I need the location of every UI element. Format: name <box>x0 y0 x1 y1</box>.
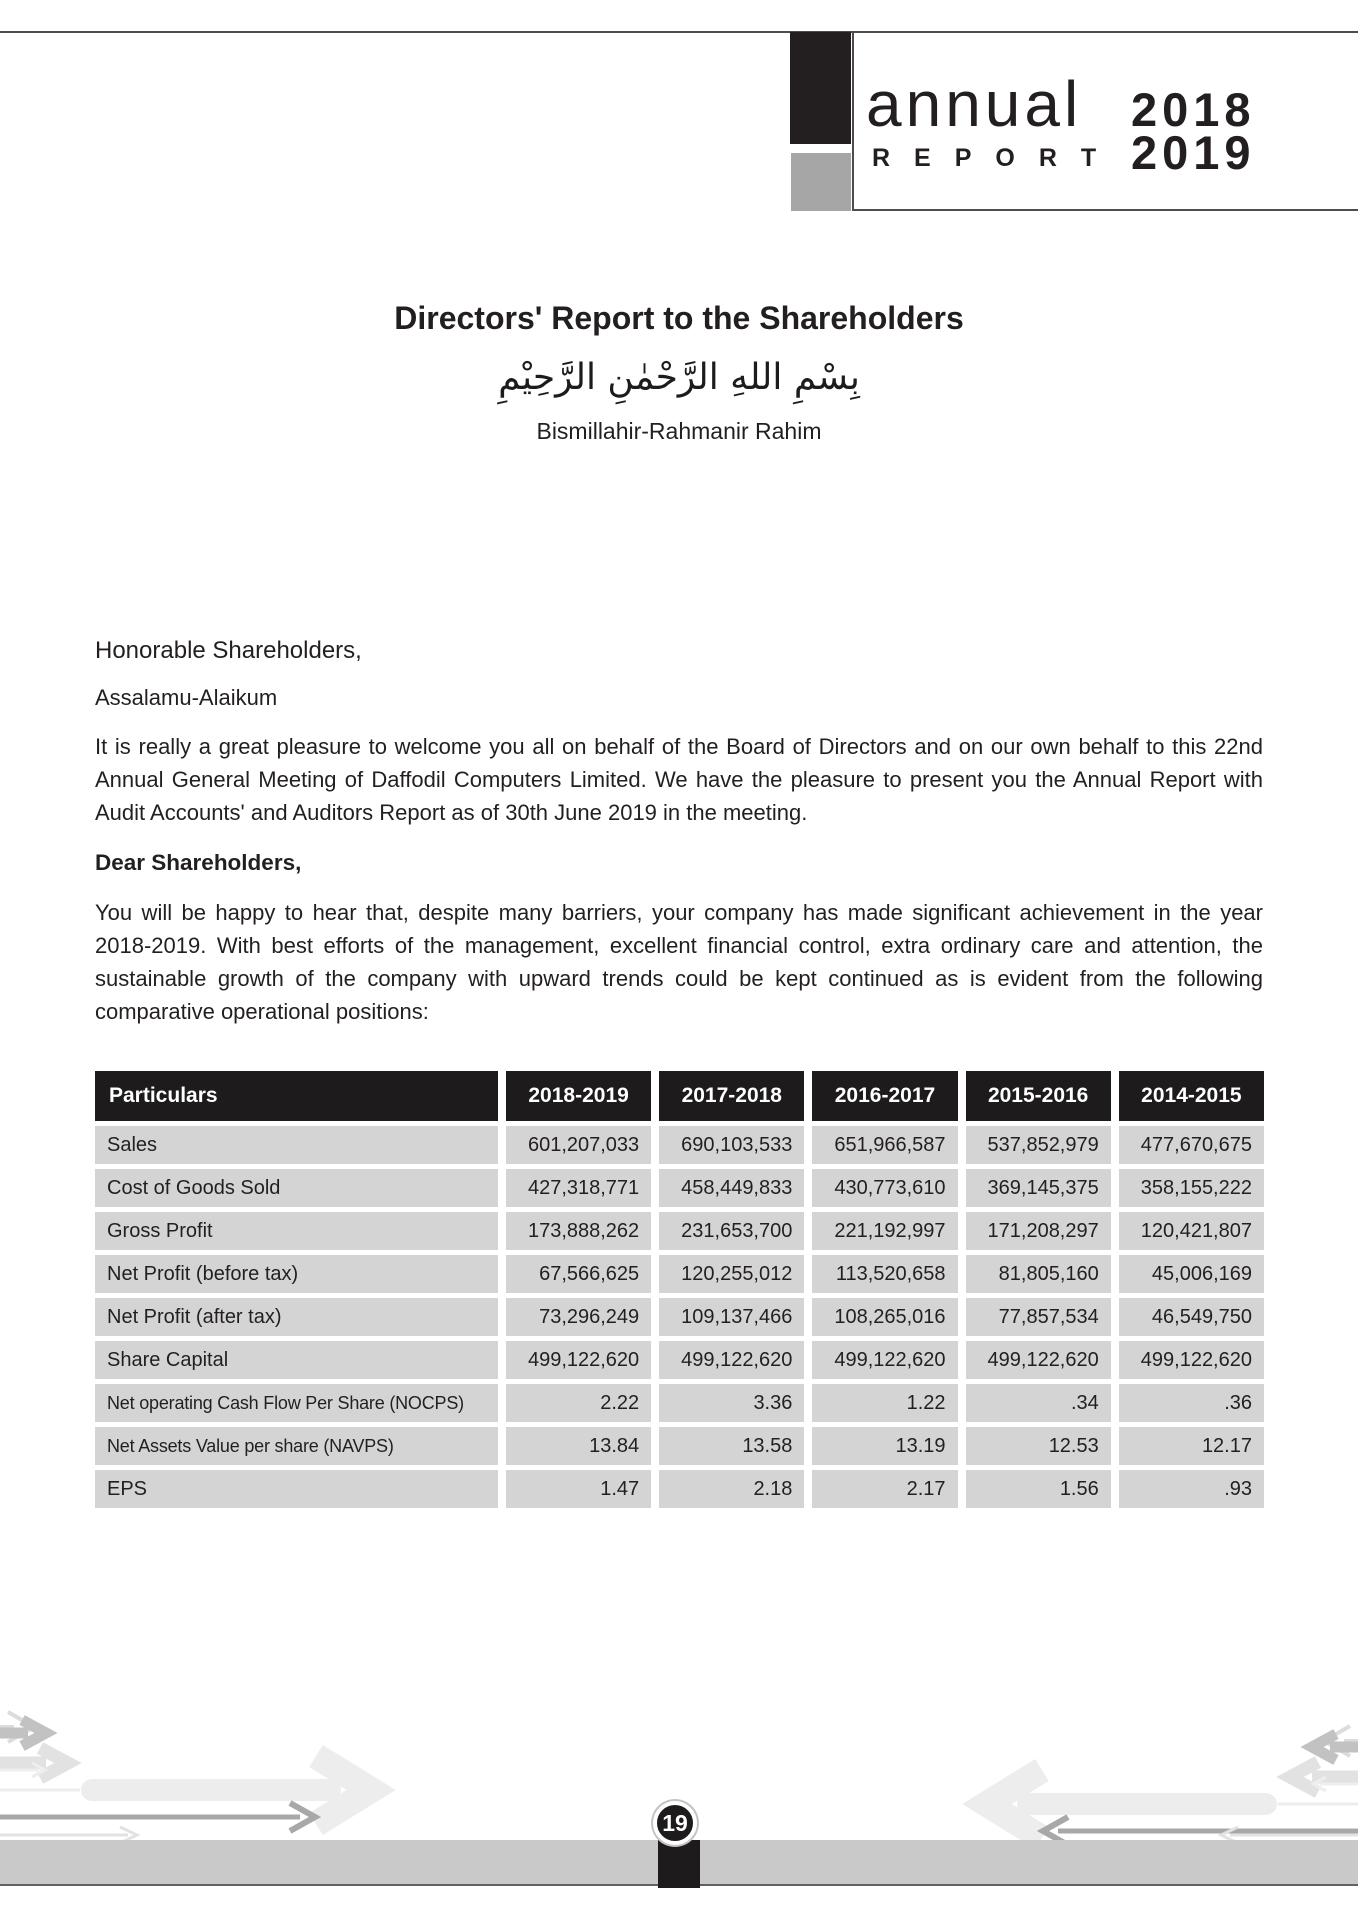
row-value: 427,318,771 <box>506 1169 651 1207</box>
table-row <box>95 1126 1264 1164</box>
salutation-honorable: Honorable Shareholders, <box>95 637 362 664</box>
row-value: 109,137,466 <box>659 1298 804 1336</box>
subheading-dear-shareholders: Dear Shareholders, <box>95 850 302 875</box>
row-value: 601,207,033 <box>506 1126 651 1164</box>
table-header-row <box>95 1071 1264 1121</box>
table-row <box>95 1255 1264 1293</box>
row-value: 499,122,620 <box>506 1341 651 1379</box>
column-header-2018-2019: 2018-2019 <box>506 1071 651 1121</box>
financials-table-body <box>95 1126 1264 1508</box>
row-value: 2.22 <box>506 1384 651 1422</box>
row-value: 499,122,620 <box>966 1341 1111 1379</box>
row-label: Net Assets Value per share (NAVPS) <box>95 1427 498 1465</box>
row-value: 120,421,807 <box>1119 1212 1264 1250</box>
left-arrows-decoration <box>987 1726 1358 1845</box>
row-label: Cost of Goods Sold <box>95 1169 498 1207</box>
row-value: 13.58 <box>659 1427 804 1465</box>
row-value: 537,852,979 <box>966 1126 1111 1164</box>
row-value: 1.22 <box>812 1384 957 1422</box>
table-row <box>95 1298 1264 1336</box>
row-label: Gross Profit <box>95 1212 498 1250</box>
row-value: 1.56 <box>966 1470 1111 1508</box>
row-value: 477,670,675 <box>1119 1126 1264 1164</box>
salutation-assalamu: Assalamu-Alaikum <box>95 685 278 710</box>
row-value: 358,155,222 <box>1119 1169 1264 1207</box>
page-title: Directors' Report to the Shareholders <box>394 300 964 336</box>
row-value: 2.18 <box>659 1470 804 1508</box>
row-label: Net Profit (after tax) <box>95 1298 498 1336</box>
right-arrows-decoration <box>0 1712 371 1843</box>
logo-horizontal-rule <box>853 209 1358 211</box>
row-value: 458,449,833 <box>659 1169 804 1207</box>
row-value: 499,122,620 <box>1119 1341 1264 1379</box>
row-value: .36 <box>1119 1384 1264 1422</box>
paragraph-welcome: It is really a great pleasure to welcome you all on behalf of the Board of Directors and on our own behalf to this 22nd Annual General Meeting of Daffodil Computers Limited. We have the pleasure to present you the Annual Report with Audit Accounts' and Auditors Report as of 30th June 2019 in the meeting. <box>95 734 1263 825</box>
logo-gray-block <box>791 153 851 211</box>
row-label: Sales <box>95 1126 498 1164</box>
row-label: Net Profit (before tax) <box>95 1255 498 1293</box>
column-header-2015-2016: 2015-2016 <box>966 1071 1111 1121</box>
row-value: 46,549,750 <box>1119 1298 1264 1336</box>
footer-black-tab <box>658 1840 700 1888</box>
row-value: 13.84 <box>506 1427 651 1465</box>
row-value: 67,566,625 <box>506 1255 651 1293</box>
bismillah-transliteration: Bismillahir-Rahmanir Rahim <box>536 418 822 444</box>
row-value: 108,265,016 <box>812 1298 957 1336</box>
table-row <box>95 1212 1264 1250</box>
column-header-2014-2015: 2014-2015 <box>1119 1071 1264 1121</box>
table-row <box>95 1341 1264 1379</box>
paragraph-achievement: You will be happy to hear that, despite many barriers, your company has made significant achievement in the year 2018-2019. With best efforts of the management, excellent financial control, extra ordinary care and attention, the sustainable growth of the company with upward trends could be kept continued as is evident from the following comparative operational positions: <box>95 900 1263 1024</box>
logo-black-block <box>790 32 851 144</box>
row-label: Net operating Cash Flow Per Share (NOCPS) <box>95 1384 498 1422</box>
brand-years <box>1131 83 1256 179</box>
row-value: 3.36 <box>659 1384 804 1422</box>
row-value: 171,208,297 <box>966 1212 1111 1250</box>
brand-report-text: REPORT <box>872 144 1121 172</box>
row-value: 81,805,160 <box>966 1255 1111 1293</box>
row-value: 173,888,262 <box>506 1212 651 1250</box>
row-value: 690,103,533 <box>659 1126 804 1164</box>
row-label: EPS <box>95 1470 498 1508</box>
page-number-badge <box>653 1801 697 1845</box>
row-value: 499,122,620 <box>659 1341 804 1379</box>
table-row <box>95 1169 1264 1207</box>
table-row <box>95 1470 1264 1508</box>
top-rule <box>0 31 1358 33</box>
table-row <box>95 1384 1264 1422</box>
row-value: 73,296,249 <box>506 1298 651 1336</box>
row-value: .93 <box>1119 1470 1264 1508</box>
row-value: 77,857,534 <box>966 1298 1111 1336</box>
row-value: 430,773,610 <box>812 1169 957 1207</box>
row-value: 120,255,012 <box>659 1255 804 1293</box>
brand-year-top: 2018 <box>1131 83 1256 136</box>
row-value: 651,966,587 <box>812 1126 957 1164</box>
row-value: .34 <box>966 1384 1111 1422</box>
row-value: 12.53 <box>966 1427 1111 1465</box>
column-header-particulars: Particulars <box>95 1071 498 1121</box>
row-value: 369,145,375 <box>966 1169 1111 1207</box>
financials-table <box>87 1066 1272 1513</box>
row-value: 113,520,658 <box>812 1255 957 1293</box>
row-label: Share Capital <box>95 1341 498 1379</box>
table-row <box>95 1427 1264 1465</box>
page-number: 19 <box>662 1809 688 1836</box>
row-value: 499,122,620 <box>812 1341 957 1379</box>
row-value: 2.17 <box>812 1470 957 1508</box>
row-value: 1.47 <box>506 1470 651 1508</box>
column-header-2016-2017: 2016-2017 <box>812 1071 957 1121</box>
row-value: 45,006,169 <box>1119 1255 1264 1293</box>
column-header-2017-2018: 2017-2018 <box>659 1071 804 1121</box>
row-value: 12.17 <box>1119 1427 1264 1465</box>
brand-annual-text: annual <box>866 68 1083 140</box>
brand-year-bottom: 2019 <box>1131 126 1256 179</box>
bismillah-calligraphy: بِسْمِ اللهِ الرَّحْمٰنِ الرَّحِيْمِ <box>498 357 860 398</box>
row-value: 13.19 <box>812 1427 957 1465</box>
row-value: 231,653,700 <box>659 1212 804 1250</box>
row-value: 221,192,997 <box>812 1212 957 1250</box>
logo-vertical-rule <box>852 32 854 211</box>
